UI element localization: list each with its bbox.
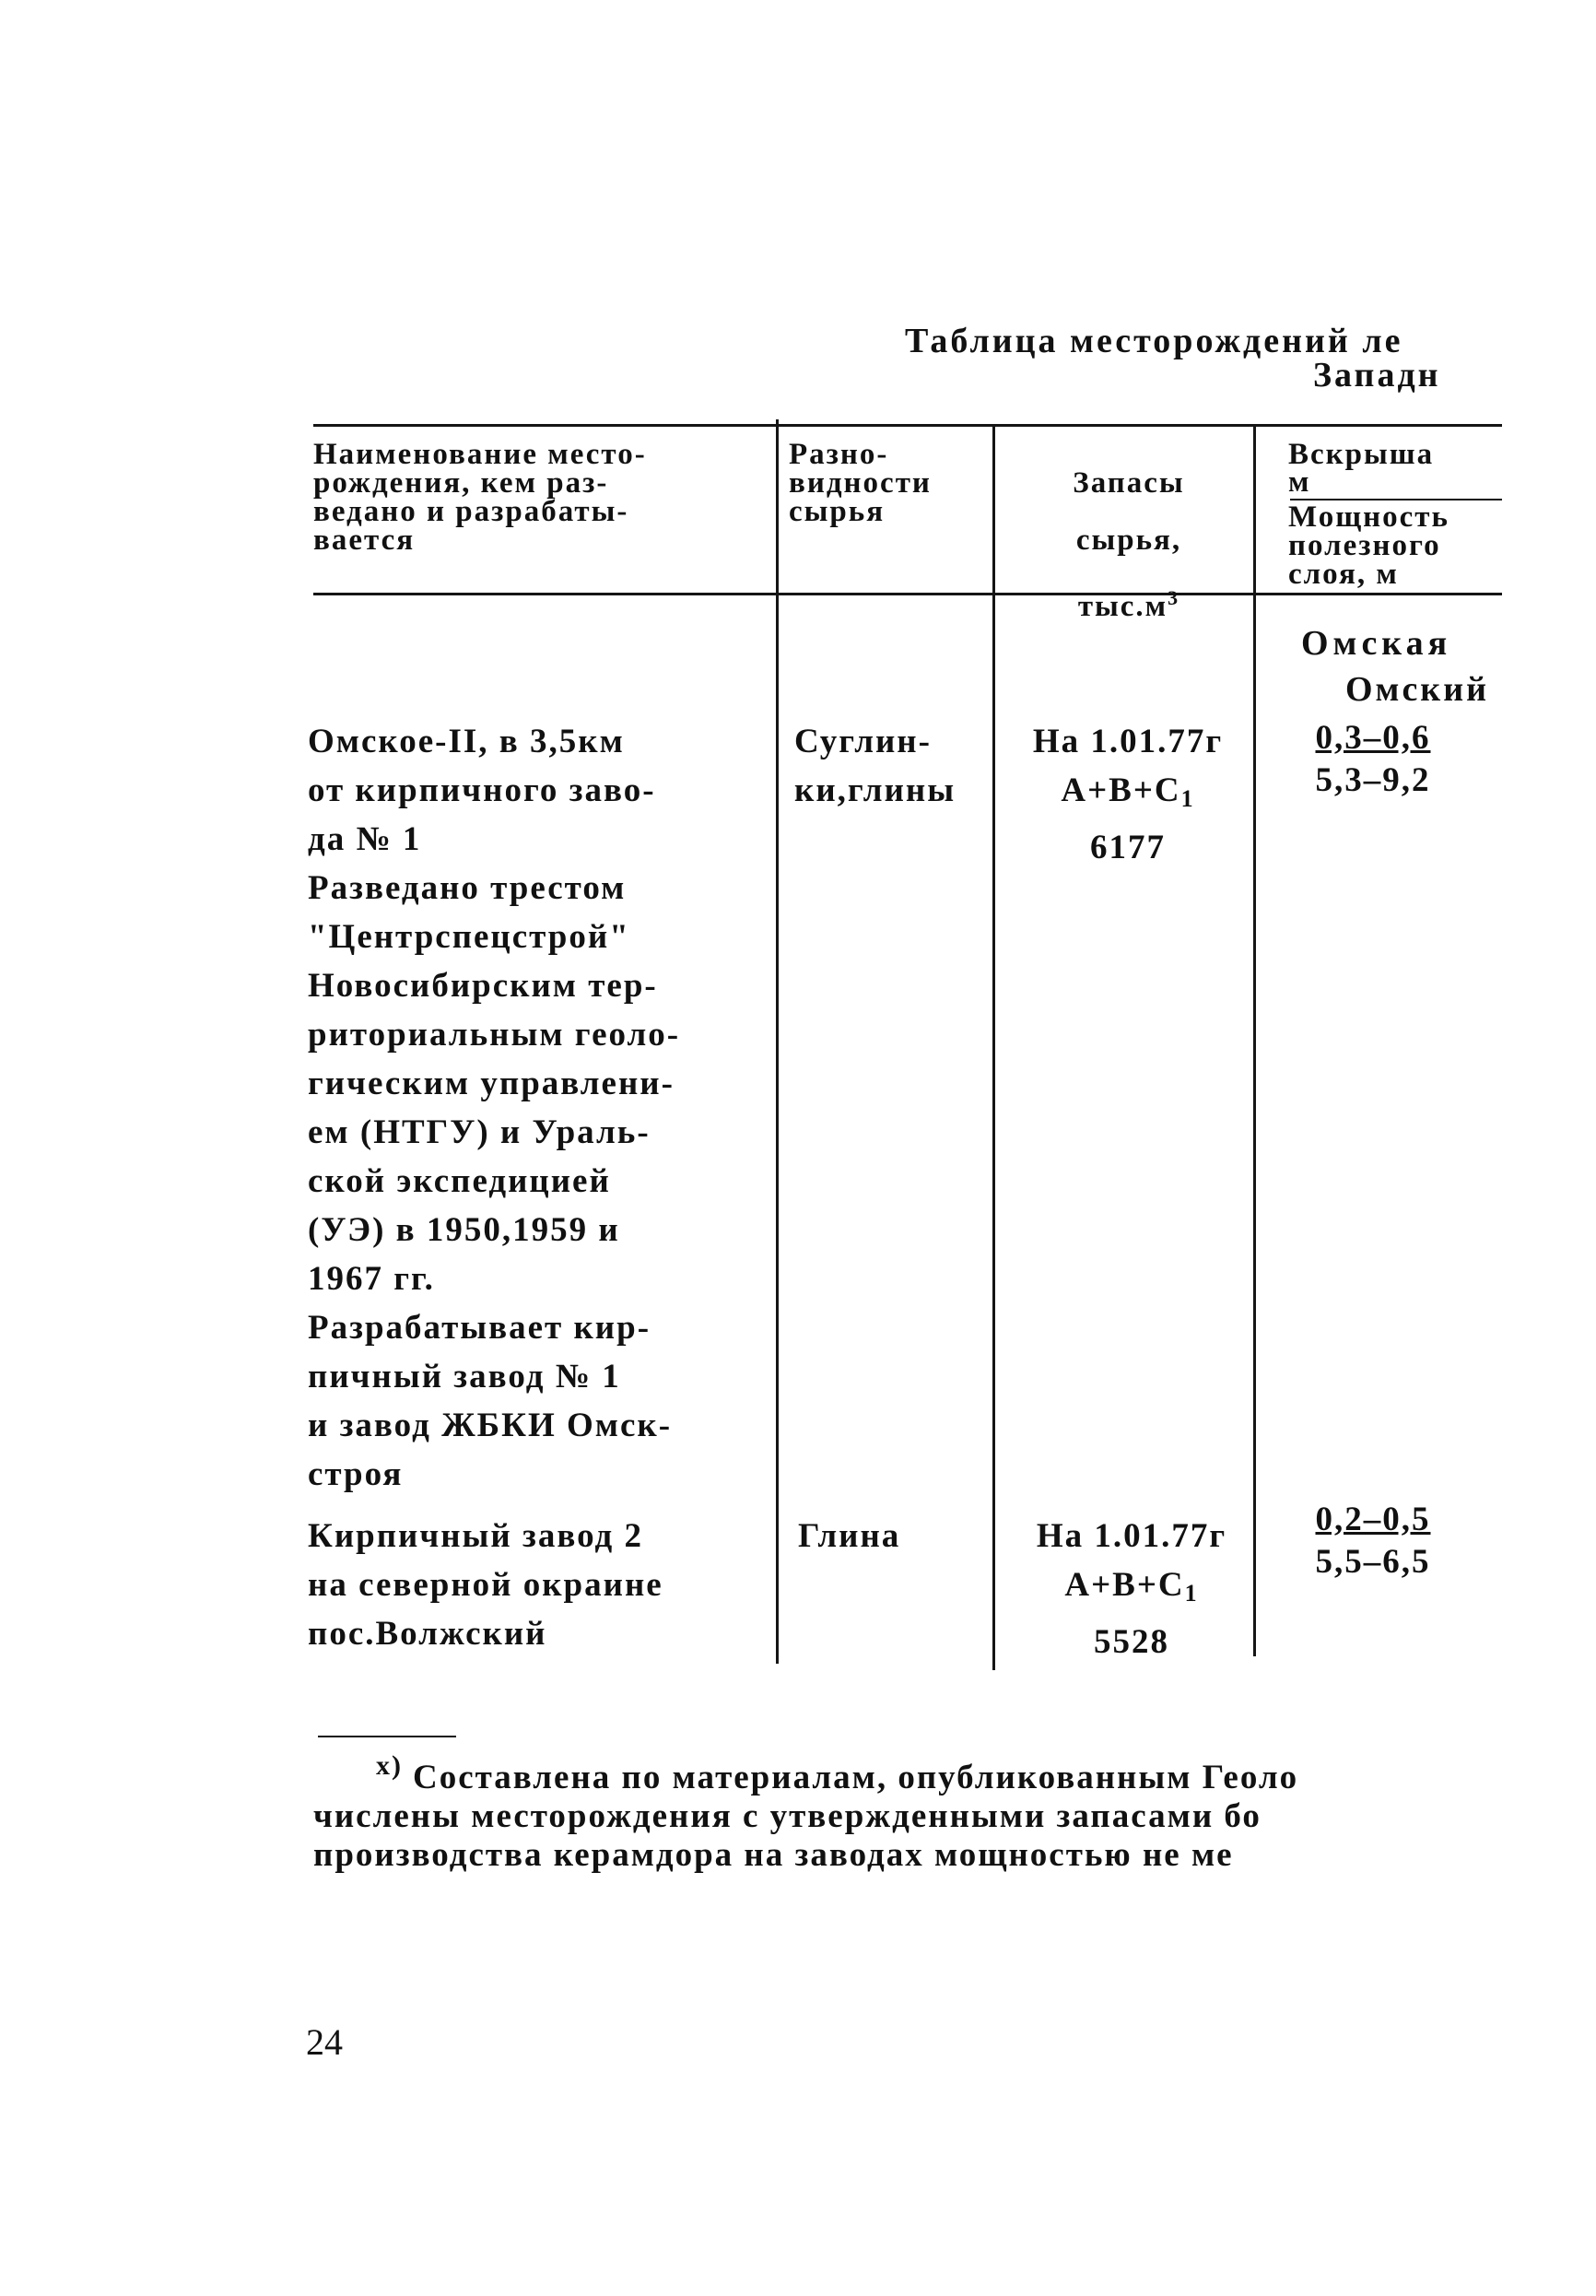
overburden-value: 0,2–0,5 [1315,1501,1431,1538]
reserve-value: 5528 [1094,1623,1169,1661]
header-overburden: Вскрыша [1288,438,1435,471]
reserve-date: На 1.01.77г [1032,723,1224,760]
column-divider-2 [992,426,995,1670]
header-reserves-sup: 3 [1168,586,1180,609]
thickness-value: 5,5–6,5 [1315,1543,1431,1581]
header-reserves-line2: сырья, [1075,524,1182,557]
footnote-rule [318,1736,456,1737]
table-row-1-reserves [1003,717,1253,872]
header-reserves [1014,441,1244,650]
header-reserves-line1: Запасы [1073,466,1185,500]
header-variety: Разно- видности сырья [789,438,932,528]
reserve-category: $А+В+С_1$ [1061,771,1195,812]
footnote-marker: x) [376,1750,403,1781]
region-label: Омская [1301,624,1452,663]
district-label: Омский [1345,670,1489,709]
table-subtitle: Западн [1313,356,1441,394]
column-divider-3 [1253,426,1256,1656]
table-row-2-variety: Глина [798,1517,901,1555]
table-row-2-name: Кирпичный завод 2 на северной окраине пос.Волжский [308,1517,663,1653]
header-thickness: Мощность полезного слоя, м [1288,500,1449,591]
header-reserves-line3: тыс.м [1077,590,1168,623]
table-title: Таблица месторождений ле [905,322,1403,360]
reserve-date: На 1.01.77г [1036,1517,1227,1555]
table-row-2-reserves [1004,1512,1259,1666]
header-name: Наименование место- рождения, кем раз- ведано и разрабаты- вается [313,438,647,557]
table-row-1-overburden-thickness [1281,717,1465,802]
header-overburden-unit: м [1288,465,1311,499]
table-top-rule [313,424,1502,427]
reserve-value: 6177 [1090,829,1166,866]
footnote-text: Составлена по материалам, опубликованным Геоло числены месторождения с утвержденными запасами бо производства керамдора на заводах мощностью не ме [313,1759,1299,1874]
header-bottom-rule [313,593,1502,595]
table-row-1-name: Омское-II, в 3,5км от кирпичного заво- да № 1 Разведано трестом "Центрспецстрой" Новосибирским тер- риториальным геоло- гическим управлени- ем (НТГУ) и Ураль- ской экспедицией (УЭ) в 1950,1959 и 1967 гг. Разрабатывает кир- пичный завод № 1 и завод ЖБКИ Омск- строя [308,723,681,1493]
table-row-2-overburden-thickness [1281,1499,1465,1584]
overburden-value: 0,3–0,6 [1315,719,1431,757]
page-number: 24 [306,2021,343,2063]
table-row-1-variety: Суглин- ки,глины [794,723,956,809]
reserve-category: $А+В+С_1$ [1064,1566,1199,1607]
thickness-value: 5,3–9,2 [1315,761,1431,799]
column-divider-1 [776,419,779,1664]
